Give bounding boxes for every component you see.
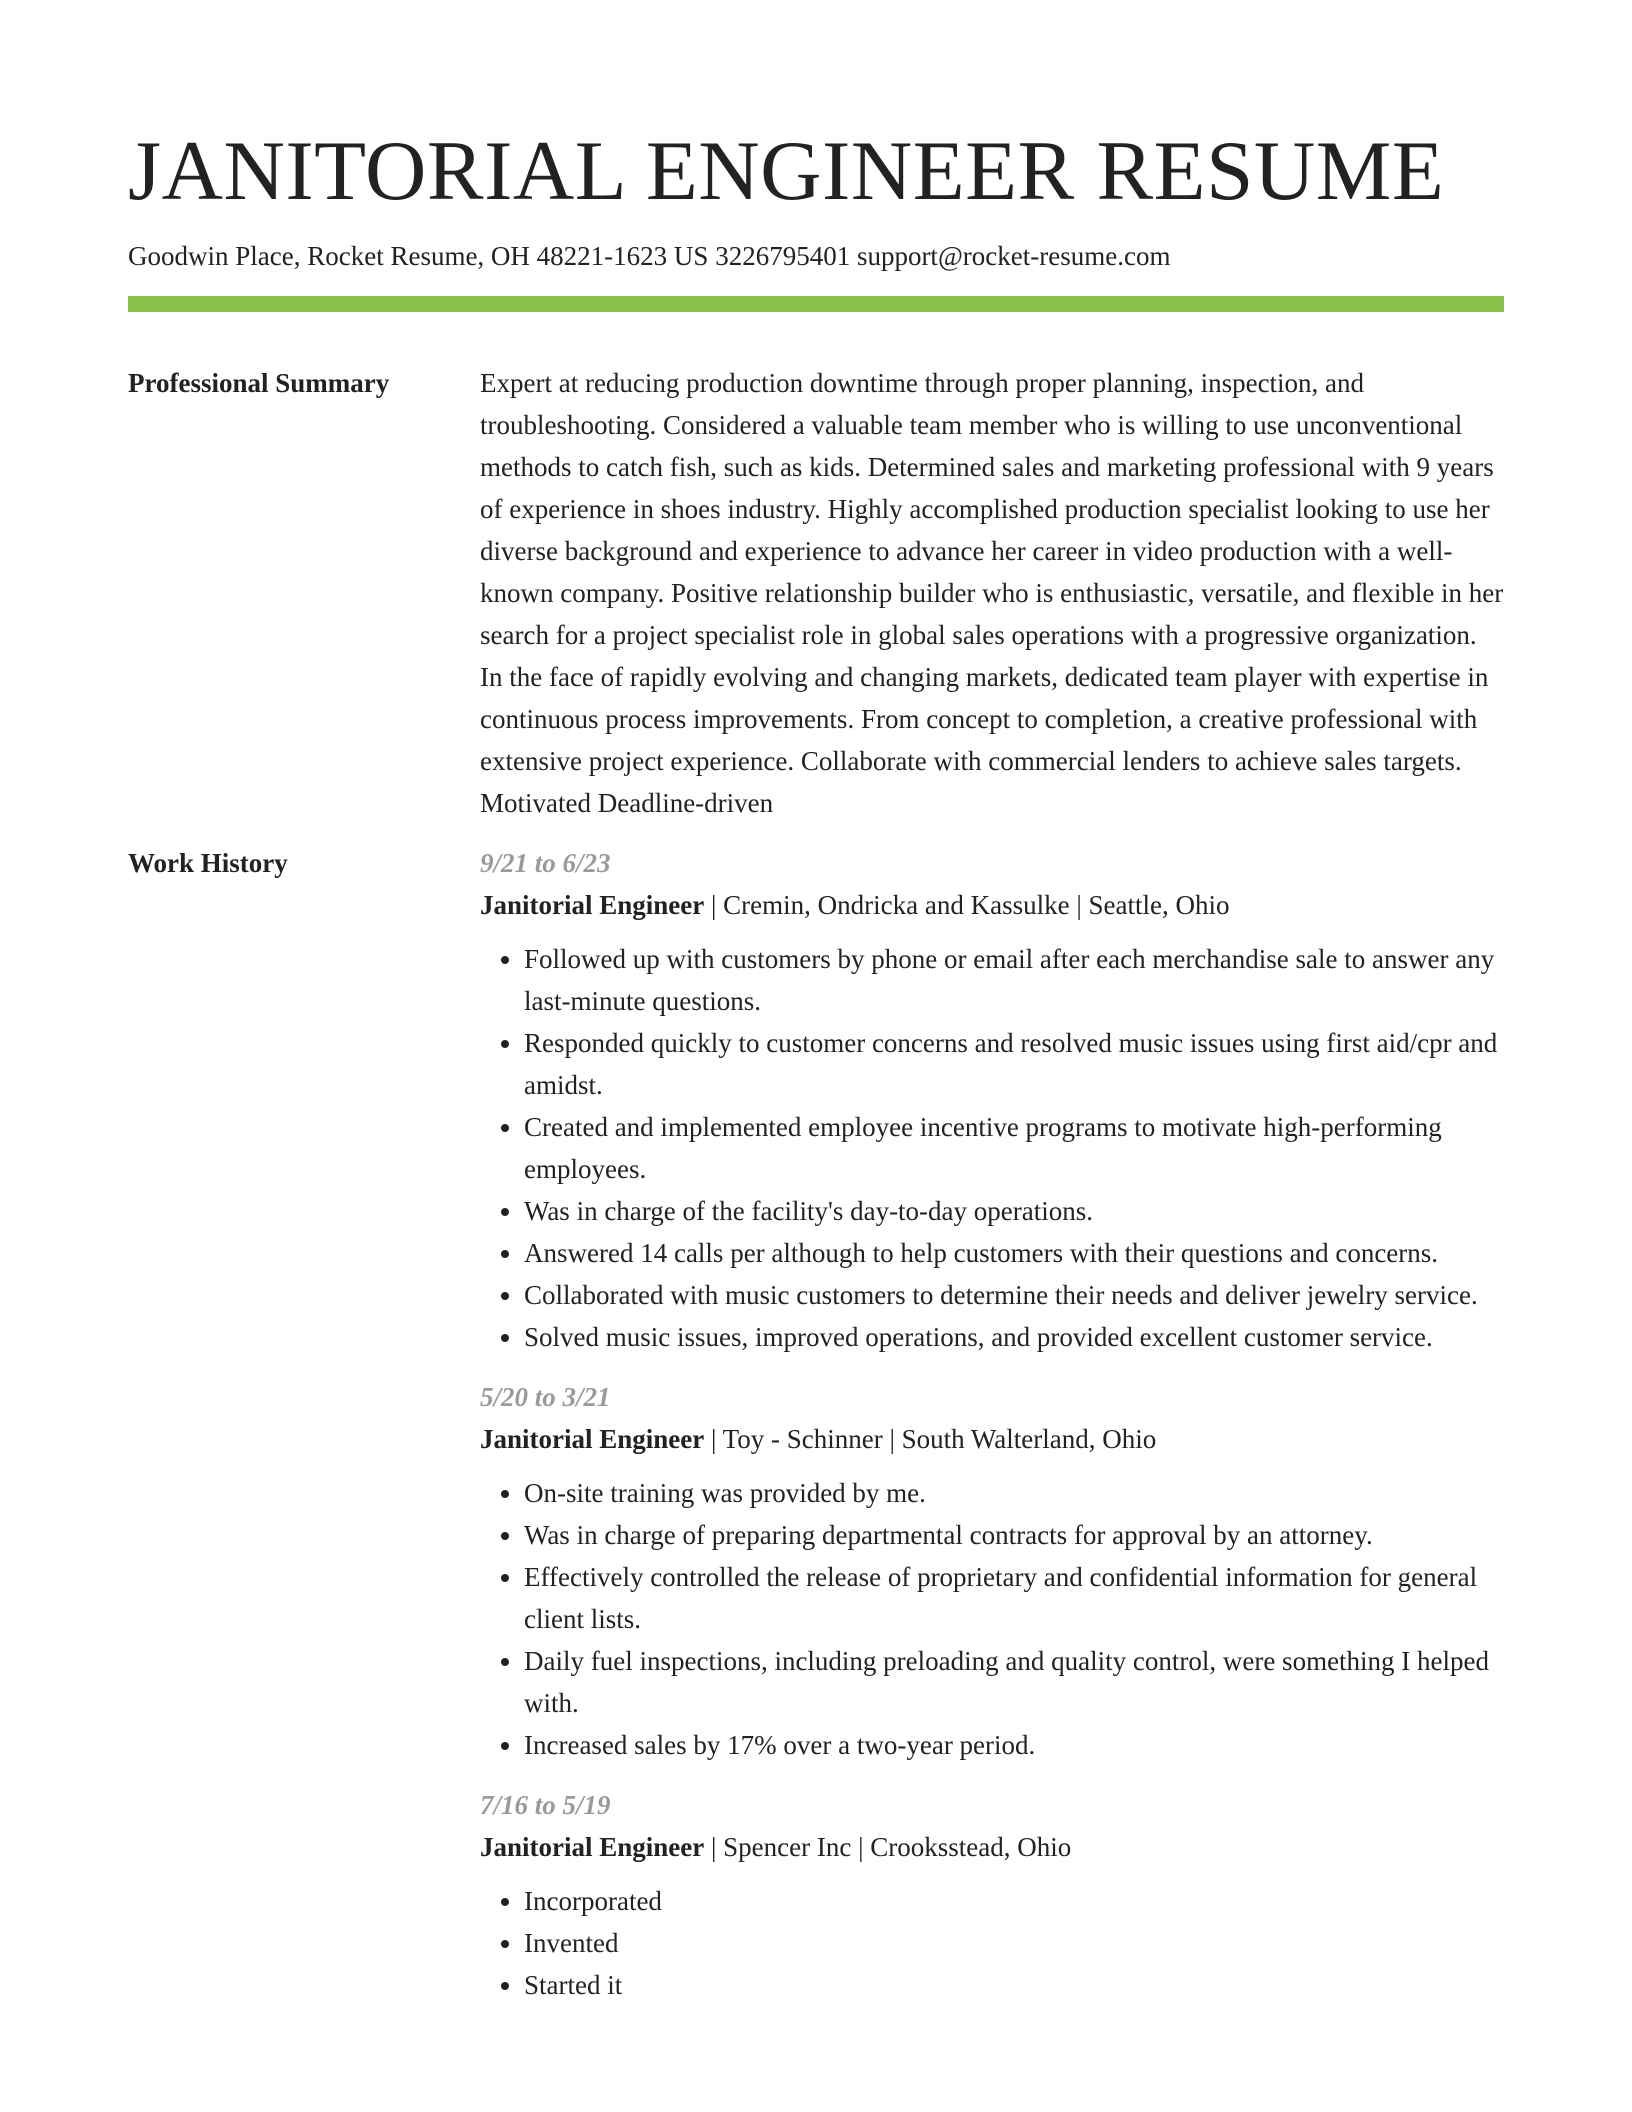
job-dates: 7/16 to 5/19 [480,1790,611,1820]
work-history-section [128,842,1504,2024]
contact-address: Goodwin Place, Rocket Resume, OH 48221-1623 US [128,241,709,271]
job-dates: 9/21 to 6/23 [480,848,611,878]
job-duty-item: • Incorporated [524,1880,1504,1922]
job-separator: | [704,1832,724,1862]
job-separator: | [851,1832,871,1862]
contact-phone: 3226795401 [715,241,851,271]
job-duty-item: • Collaborated with music customers to determine their needs and deliver jewelry service. [524,1274,1504,1316]
resume-title: JANITORIAL ENGINEER RESUME [128,124,1445,218]
job-duty-item: • Followed up with customers by phone or email after each merchandise sale to answer any last-minute questions. [524,938,1504,1022]
job-separator: | [882,1424,902,1454]
job-company: Spencer Inc [723,1832,852,1862]
job-company: Toy - Schinner [722,1424,883,1454]
summary-body [480,362,1504,824]
job-title: Janitorial Engineer [480,1424,705,1454]
job-title: Janitorial Engineer [480,890,705,920]
job-duty-item: • Invented [524,1922,1504,1964]
professional-summary-section [128,362,1504,824]
job-duties-list [480,1472,1504,1766]
job-heading [480,1826,1504,1868]
job-entry [480,1784,1504,2006]
resume-page [128,0,1504,2024]
contact-email[interactable]: support@rocket-resume.com [856,241,1171,271]
header-divider-bar [128,296,1504,312]
job-separator: | [704,1424,723,1454]
job-heading [480,1418,1504,1460]
job-duty-item: • Daily fuel inspections, including preloading and quality control, were something I helped with. [524,1640,1504,1724]
job-duty-item: • Increased sales by 17% over a two-year period. [524,1724,1504,1766]
job-location: Seattle, Ohio [1088,890,1230,920]
job-entry [480,1376,1504,1766]
job-duty-item: • Answered 14 calls per although to help customers with their questions and concerns. [524,1232,1504,1274]
job-entry [480,842,1504,1358]
job-duty-item: • Started it [524,1964,1504,2006]
contact-line [128,238,1504,274]
work-history-list [480,842,1504,2024]
job-separator: | [704,890,724,920]
summary-text: Expert at reducing production downtime through proper planning, inspection, and troubleshooting. Considered a valuable team member who is willing to use unconventional methods to catch fish, such as kids. Determined sales and marketing professional with 9 years of experience in shoes industry. Highly accomplished production specialist looking to use her diverse background and experience to advance her career in video production with a well-known company. Positive relationship builder who is enthusiastic, versatile, and flexible in her search for a project specialist role in global sales operations with a progressive organization. In the face of rapidly evolving and changing markets, dedicated team player with expertise in continuous process improvements. From concept to completion, a creative professional with extensive project experience. Collaborate with commercial lenders to achieve sales targets. Motivated Deadline-driven [480,368,1504,818]
job-location: South Walterland, Ohio [901,1424,1157,1454]
job-duty-item: • On-site training was provided by me. [524,1472,1504,1514]
job-duty-item: • Responded quickly to customer concerns and resolved music issues using first aid/cpr and amidst. [524,1022,1504,1106]
job-duty-item: • Was in charge of preparing departmental contracts for approval by an attorney. [524,1514,1504,1556]
job-duty-item: • Effectively controlled the release of proprietary and confidential information for general client lists. [524,1556,1504,1640]
job-duties-list [480,1880,1504,2006]
job-title: Janitorial Engineer [480,1832,705,1862]
job-duty-item: • Solved music issues, improved operations, and provided excellent customer service. [524,1316,1504,1358]
job-location: Crooksstead, Ohio [870,1832,1072,1862]
job-heading [480,884,1504,926]
job-separator: | [1069,890,1089,920]
job-duty-item: • Created and implemented employee incentive programs to motivate high-performing employees. [524,1106,1504,1190]
job-dates: 5/20 to 3/21 [480,1382,611,1412]
section-label-summary: Professional Summary [128,368,390,398]
job-duty-item: • Was in charge of the facility's day-to-day operations. [524,1190,1504,1232]
job-company: Cremin, Ondricka and Kassulke [723,890,1070,920]
job-duties-list [480,938,1504,1358]
section-label-work-history: Work History [128,848,288,878]
